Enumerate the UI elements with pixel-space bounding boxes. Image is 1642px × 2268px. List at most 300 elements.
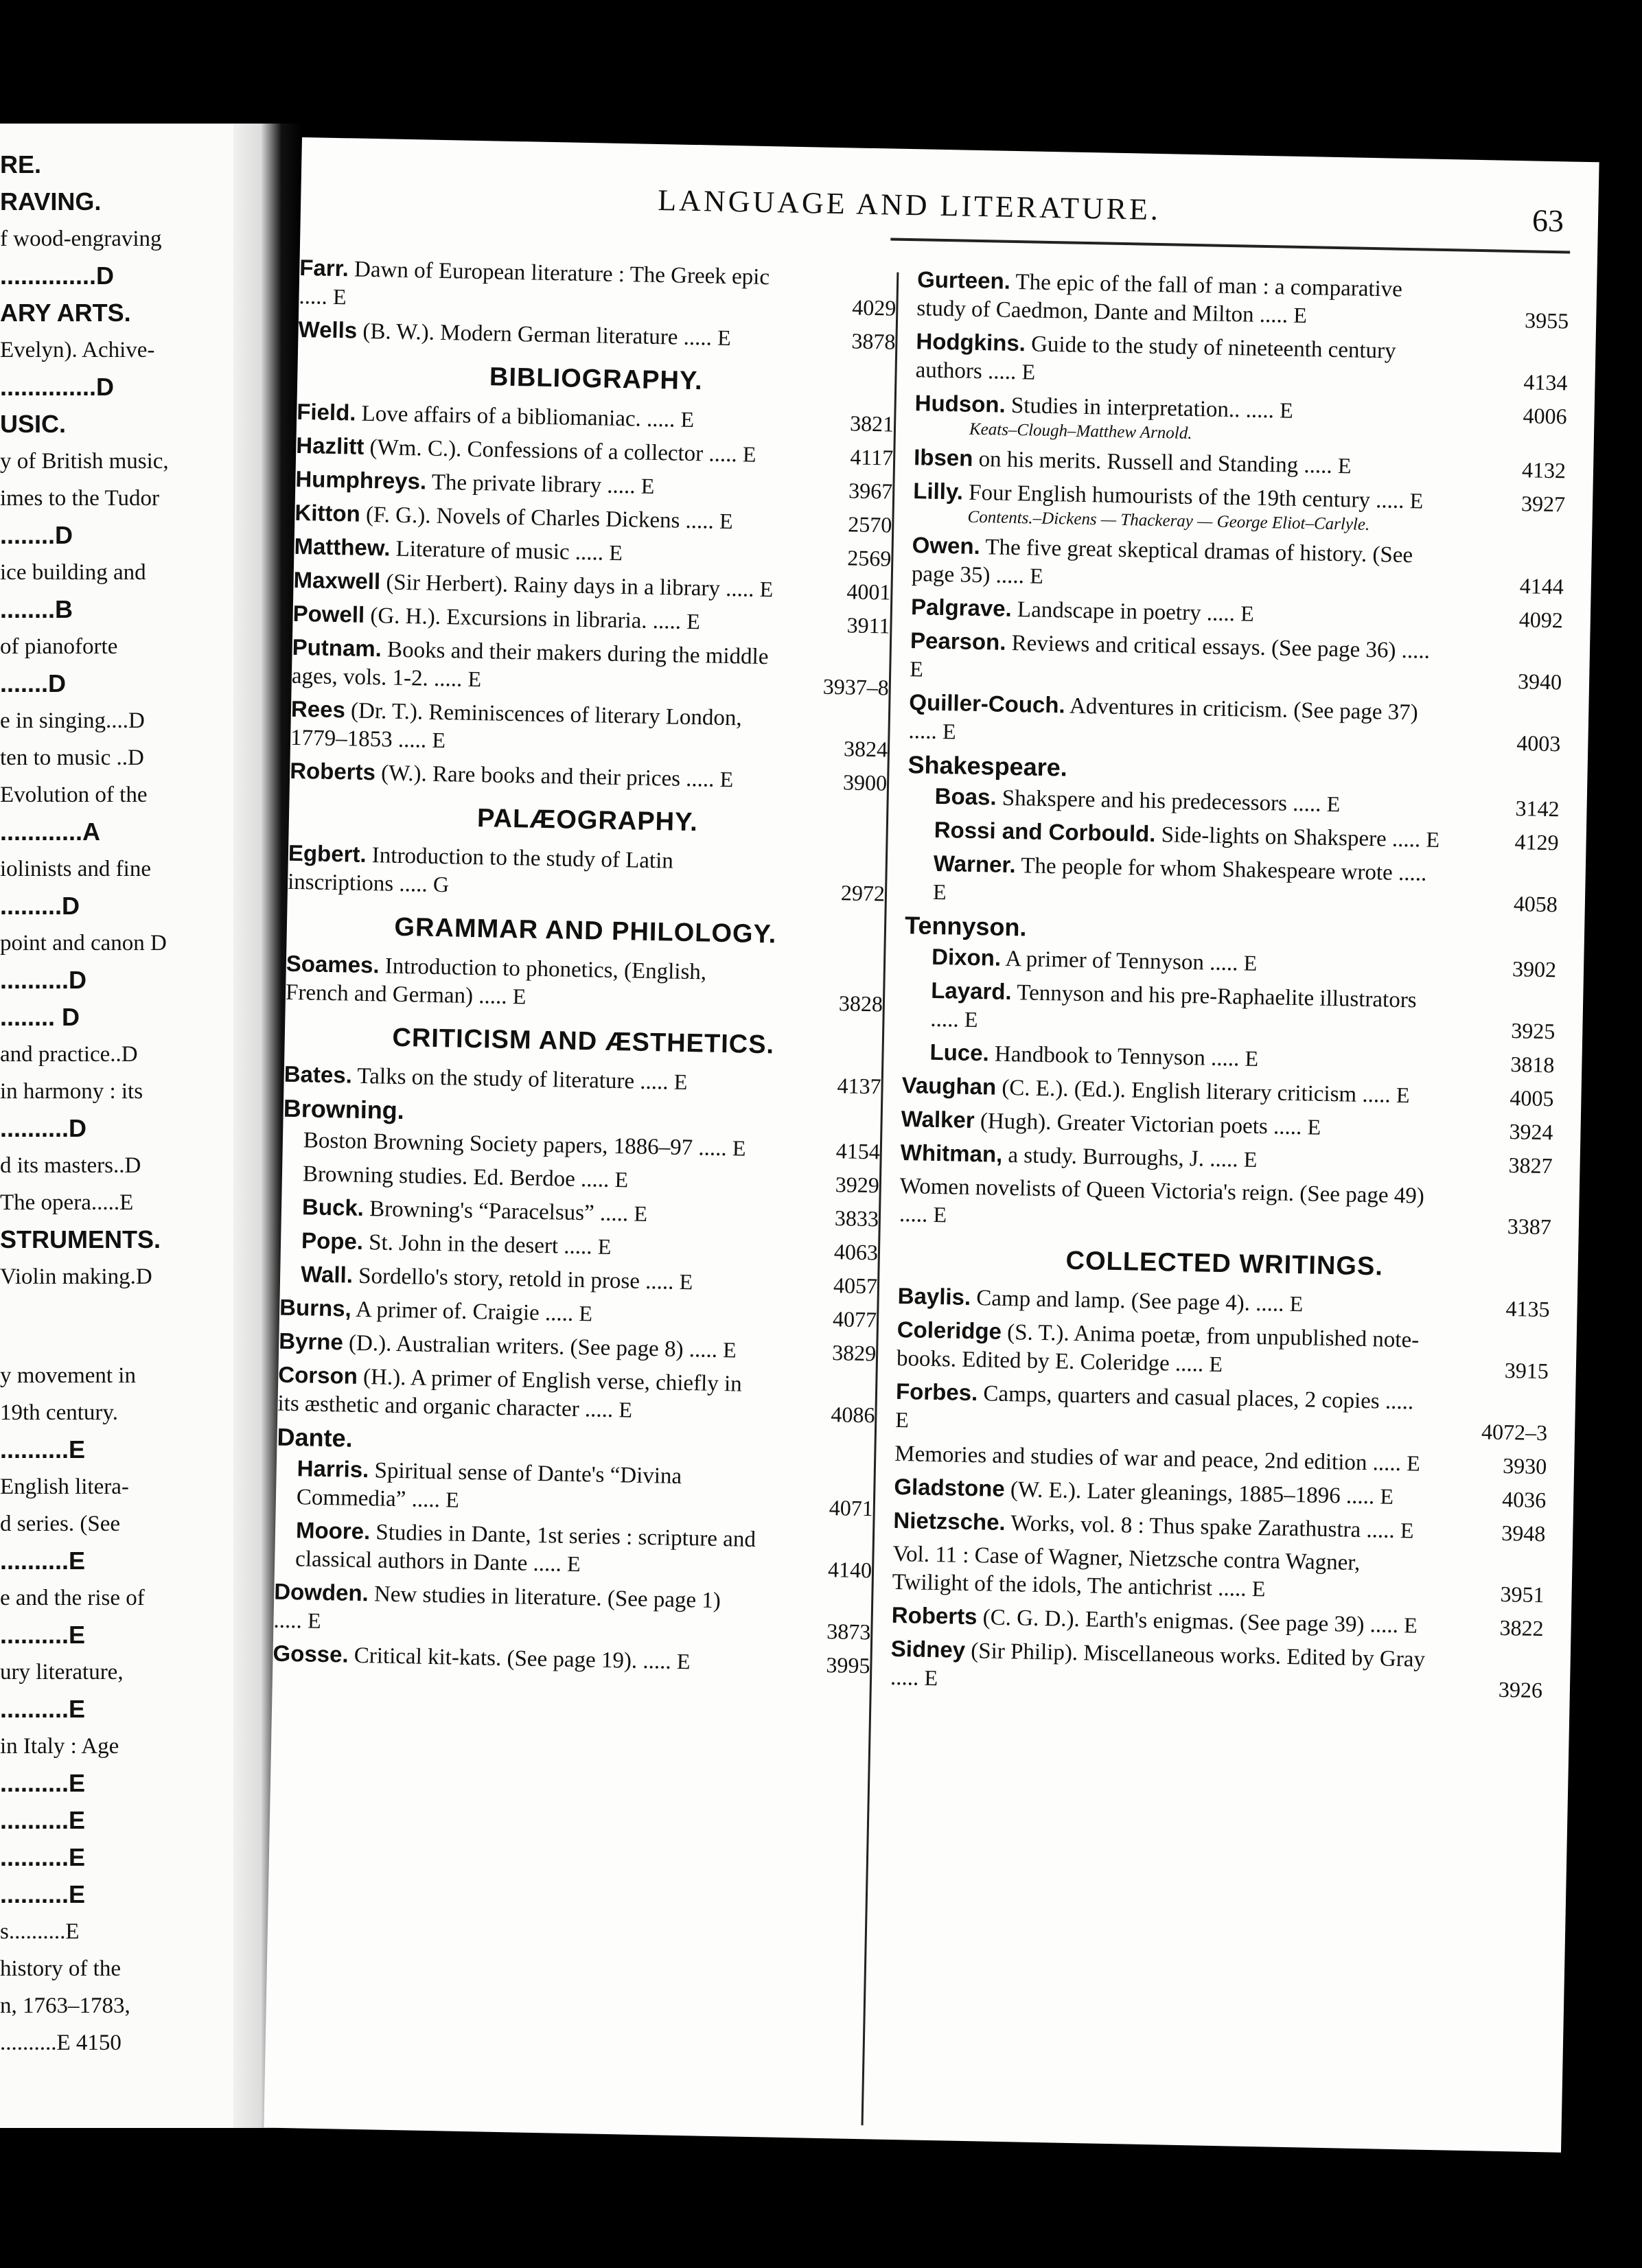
entry-note: Keats–Clough–Matthew Arnold. [969, 419, 1192, 443]
left-page-line: ............A [0, 818, 101, 846]
left-line-gap [0, 1300, 233, 1362]
shakespeare-entries [905, 782, 1560, 918]
entry-author: Soames. [286, 950, 380, 978]
entry-edition-code: E [445, 1487, 460, 1512]
entry-author: Ibsen [913, 444, 973, 471]
entry-author: Wells [298, 316, 358, 343]
right-page [264, 137, 1599, 2153]
catalogue-entry: Dowden. New studies in literature. (See page 1) ..... E 3873 [273, 1578, 871, 1645]
entry-number: 4077 [832, 1306, 877, 1332]
entry-title: (Hugh). Greater Victorian poets [980, 1109, 1269, 1139]
entry-number: 3951 [1500, 1581, 1545, 1608]
left-page-line: ..............D [0, 262, 115, 290]
entry-author: Layard. [930, 977, 1013, 1005]
entry-number: 3900 [842, 769, 888, 796]
entry-title: Reviews and critical essays. (See page 36) [1011, 630, 1396, 663]
entry-title: Handbook to Tennyson [994, 1041, 1206, 1071]
criticism-tail-entries [273, 1578, 871, 1680]
left-page-line: ..........D [0, 966, 87, 994]
left-page-line: ..........E [0, 1695, 86, 1723]
entry-edition-code: E [933, 1201, 947, 1227]
catalogue-entry: Gladstone (W. E.). Later gleanings, 1885–1896 ..... E 4036 [894, 1473, 1547, 1513]
entry-title: (S. T.). Anima poetæ, from unpublished note-books. Edited by E. Coleridge [896, 1320, 1420, 1376]
entry-edition-code: E [1021, 359, 1036, 384]
catalogue-entry: Luce. Handbook to Tennyson ..... E 3818 [929, 1039, 1555, 1078]
left-page-line: ..........E [0, 1880, 86, 1908]
entry-edition-code: E [1243, 950, 1258, 975]
entry-author: Boas. [934, 783, 997, 810]
left-page-line: e and the rise of [0, 1586, 145, 1610]
left-page-line: USIC. [0, 410, 67, 438]
collected-entries [890, 1282, 1550, 1704]
left-page-line: iolinists and fine [0, 857, 151, 881]
catalogue-entry: Wells (B. W.). Modern German literature ..... E 3878 [298, 316, 896, 354]
entry-edition-code: E [1307, 1114, 1321, 1139]
entry-title: Works, vol. 8 : Thus spake Zarathustra [1010, 1511, 1361, 1542]
catalogue-entry: Women novelists of Queen Victoria's reign. (See page 49) ..... E 3387 [899, 1174, 1552, 1240]
criticism-continued-entries [908, 266, 1569, 757]
left-page-line: in Italy : Age [0, 1734, 119, 1759]
entry-number: 3940 [1517, 669, 1562, 695]
entry-edition-code: E [634, 1201, 648, 1226]
left-page-line: y of British music, [0, 449, 169, 474]
entry-number: 4057 [833, 1273, 878, 1299]
entry-edition-code: E [1279, 397, 1294, 423]
entry-edition-code: E [1245, 1045, 1259, 1071]
entry-number: 2972 [840, 880, 886, 906]
intro-entries [298, 254, 897, 356]
left-page-line: RAVING. [0, 187, 102, 216]
entry-edition-code: E [1029, 563, 1044, 588]
catalogue-entry: Putnam. Books and their makers during the middle ages, vols. 1-2. ..... E 3937–8 [291, 634, 890, 700]
catalogue-entry: Vaughan (C. E.). (Ed.). English literary criticism ..... E 4005 [901, 1072, 1554, 1111]
entry-title: The epic of the fall of man : a comparative study of Caedmon, Dante and Milton [916, 269, 1403, 327]
catalogue-entry: Bates. Talks on the study of literature ..... E 4137 [284, 1061, 881, 1099]
catalogue-entry: Moore. Studies in Dante, 1st series : scripture and classical authors in Dante ..... E 4140 [294, 1517, 872, 1583]
left-page-lines [0, 124, 233, 2057]
entry-title: The people for whom Shakespeare wrote [1020, 853, 1394, 886]
entry-number: 4005 [1510, 1085, 1554, 1111]
entry-author: Rossi and Corbould. [934, 816, 1156, 847]
left-page-line: ........B [0, 595, 73, 623]
more-criticism-entries [899, 1072, 1554, 1240]
entry-number: 3955 [1524, 308, 1569, 334]
catalogue-entry: Boston Browning Society papers, 1886–97 ..... E 4154 [303, 1128, 881, 1164]
entry-edition-code: E [942, 719, 956, 744]
entry-edition-code: E [909, 656, 924, 682]
entry-title: (C. G. D.). Earth's enigmas. (See page 39) [982, 1605, 1365, 1638]
entry-edition-code: E [640, 473, 655, 498]
entry-title: (C. E.). (Ed.). English literary criticism [1002, 1075, 1357, 1107]
entry-title: (G. H.). Excursions in libraria. [370, 603, 647, 634]
entry-number: 4029 [852, 294, 897, 321]
catalogue-entry: Roberts (W.). Rare books and their prices ..... E 3900 [289, 757, 888, 796]
entry-number: 3911 [846, 612, 890, 638]
catalogue-entry: Matthew. Literature of music ..... E 2569 [294, 533, 892, 571]
entry-edition-code: E [717, 325, 732, 351]
entry-edition-code: E [924, 1665, 938, 1691]
entry-author: Forbes. [895, 1378, 978, 1406]
left-page-line: y movement in [0, 1363, 136, 1388]
running-head: LANGUAGE AND LITERATURE. [657, 183, 1161, 227]
entry-edition-code: E [932, 879, 947, 905]
entry-title: Studies in Dante, 1st series : scripture and classical authors in Dante [294, 1520, 756, 1576]
entry-author: Farr. [299, 254, 349, 281]
entry-number: 3824 [843, 736, 888, 762]
entry-author: Quiller-Couch. [909, 689, 1066, 718]
left-page-line: The opera.....E [0, 1190, 134, 1215]
entry-title: A primer of. Craigie [355, 1297, 540, 1326]
entry-author: Field. [296, 398, 356, 426]
left-page-line: 19th century. [0, 1400, 118, 1425]
catalogue-entry: Harris. Spiritual sense of Dante's “Divina Commedia” ..... E 4071 [296, 1455, 874, 1521]
entry-edition-code: E [686, 608, 701, 634]
entry-title: Dawn of European literature : The Greek epic [354, 257, 770, 290]
criticism-more-entries [277, 1294, 877, 1429]
tennyson-entries [902, 942, 1556, 1078]
catalogue-entry: Maxwell (Sir Herbert). Rainy days in a library ..... E 4001 [293, 566, 891, 605]
entry-author: Byrne [278, 1328, 344, 1355]
left-page-line: ........ D [0, 1003, 80, 1031]
catalogue-entry: Rees (Dr. T.). Reminiscences of literary London, 1779–1853 ..... E 3824 [290, 695, 888, 762]
entry-title: New studies in literature. (See page 1) [373, 1582, 721, 1614]
entry-author: Bates. [284, 1061, 353, 1088]
entry-title: (W.). Rare books and their prices [380, 761, 681, 791]
entry-title: (Sir Herbert). Rainy days in a library [386, 570, 721, 601]
catalogue-entry: Ibsen on his merits. Russell and Standing ..... E 4132 [913, 444, 1566, 483]
entry-edition-code: E [1240, 601, 1255, 626]
left-page-line: ..........E [0, 1547, 86, 1575]
entry-title: Tennyson and his pre-Raphaelite illustrators [1016, 980, 1417, 1013]
entry-author: Hudson. [914, 390, 1006, 417]
catalogue-entry: Pope. St. John in the desert ..... E 4063 [301, 1227, 879, 1265]
catalogue-entry: Browning studies. Ed. Berdoe ..... E 3929 [302, 1161, 880, 1198]
entry-title: Boston Browning Society papers, 1886–97 [303, 1128, 693, 1161]
catalogue-entry: Pearson. Reviews and critical essays. (See page 36) ..... E 3940 [909, 627, 1562, 695]
entry-author: Roberts [891, 1601, 978, 1630]
entry-number: 4137 [837, 1073, 881, 1099]
entry-title: Sordello's story, retold in prose [358, 1263, 640, 1294]
catalogue-entry: Roberts (C. G. D.). Earth's enigmas. (See page 39) ..... E 3822 [891, 1601, 1544, 1641]
left-page-line: d series. (See [0, 1512, 121, 1536]
entry-edition-code: E [1400, 1518, 1414, 1543]
entry-author: Nietzsche. [893, 1507, 1006, 1536]
entry-number: 3967 [848, 478, 893, 504]
subheading-shakespeare: Shakespeare. [907, 750, 1068, 782]
catalogue-entry: Hudson. Studies in interpretation.. ..... E 4006 [914, 390, 1567, 429]
entry-title: Browning's “Paracelsus” [369, 1196, 595, 1226]
entry-number: 3821 [849, 410, 894, 437]
entry-number: 4071 [829, 1495, 874, 1521]
catalogue-entry: Field. Love affairs of a bibliomaniac. ..... E 3821 [296, 398, 894, 437]
catalogue-entry: Burns, A primer of. Craigie ..... E 4077 [279, 1294, 877, 1332]
browning-entries [280, 1126, 880, 1300]
entry-title: a study. Burroughs, J. [1008, 1143, 1205, 1172]
catalogue-entry: Quiller-Couch. Adventures in criticism. (See page 37) ..... E 4003 [908, 689, 1561, 756]
left-page-line: ..........E [0, 1843, 86, 1871]
left-page-line: ury literature, [0, 1660, 124, 1685]
entry-title: The five great skeptical dramas of history. (See page 35) [911, 535, 1413, 588]
catalogue-entry: Powell (G. H.). Excursions in libraria. ..... E 3911 [292, 600, 890, 638]
entry-number: 3833 [834, 1205, 879, 1231]
entry-author: Pope. [301, 1227, 364, 1255]
subheading-dante: Dante. [277, 1422, 354, 1453]
entry-number: 2570 [847, 511, 892, 537]
dante-entries [275, 1455, 874, 1584]
catalogue-entry: Lilly. Four English humourists of the 19th century ..... E 3927 [912, 478, 1566, 517]
entry-edition-code: E [1289, 1291, 1304, 1317]
entry-note: Contents.–Dickens — Thackeray — George Eliot–Carlyle. [967, 507, 1370, 534]
entry-author: Whitman, [900, 1139, 1003, 1167]
entry-edition-code: E [1409, 488, 1424, 513]
entry-number: 4092 [1518, 607, 1564, 633]
entry-title: (Wm. C.). Confessions of a collector [369, 435, 704, 467]
entry-number: 4140 [827, 1557, 872, 1583]
entry-edition-code: E [722, 1337, 737, 1363]
entry-author: Harris. [297, 1455, 369, 1483]
entry-title: Introduction to the study of Latin inscriptions [287, 843, 674, 896]
entry-number: 4086 [831, 1402, 875, 1428]
entry-author: Rees [290, 695, 346, 723]
catalogue-entry: Nietzsche. Works, vol. 8 : Thus spake Zarathustra ..... E 3948 [893, 1507, 1546, 1547]
entry-author: Luce. [929, 1039, 990, 1066]
section-heading-palaeography: PALÆOGRAPHY. [476, 804, 699, 837]
catalogue-entry: Baylis. Camp and lamp. (See page 4). ..... E 4135 [897, 1282, 1550, 1322]
entry-edition-code: E [307, 1608, 321, 1633]
left-page-line: .........D [0, 892, 80, 920]
entry-edition-code: E [676, 1648, 691, 1674]
entry-edition-code: E [732, 1135, 746, 1161]
catalogue-entry: Hazlitt (Wm. C.). Confessions of a collector ..... E 4117 [296, 432, 894, 470]
catalogue-entry: Buck. Browning's “Paracelsus” ..... E 3833 [301, 1194, 879, 1231]
left-page-line: ..........E [0, 1621, 86, 1649]
entry-author: Kitton [294, 499, 361, 526]
left-page-line: s..........E [0, 1919, 80, 1944]
left-page-line: ..........E [0, 1806, 86, 1834]
entry-author: Egbert. [288, 840, 367, 867]
entry-title: (Sir Philip). Miscellaneous works. Edited by Gray [970, 1639, 1426, 1672]
entry-number: 3929 [835, 1172, 880, 1198]
left-page-line: in harmony : its [0, 1079, 143, 1104]
catalogue-entry: Coleridge (S. T.). Anima poetæ, from unpublished note-books. Edited by E. Coleridge ..... E 3915 [896, 1316, 1549, 1384]
catalogue-entry: Boas. Shakspere and his predecessors ..... E 3142 [934, 783, 1560, 822]
catalogue-entry: Forbes. Camps, quarters and casual places, 2 copies ..... E 4072–3 [894, 1378, 1548, 1446]
catalogue-entry: Owen. The five great skeptical dramas of history. (See page 35) ..... E 4144 [911, 532, 1564, 599]
entry-author: Coleridge [897, 1316, 1002, 1344]
entry-title: (B. W.). Modern German literature [362, 319, 678, 350]
entry-author: Hazlitt [296, 432, 365, 459]
entry-title: Browning studies. Ed. Berdoe [302, 1161, 576, 1192]
entry-author: Humphreys. [295, 465, 427, 494]
entry-edition-code: E [1406, 1450, 1421, 1476]
catalogue-entry: Rossi and Corbould. Side-lights on Shakspere ..... E 4129 [934, 816, 1559, 855]
left-page-line: ..........D [0, 1114, 87, 1142]
entry-edition-code: E [673, 1069, 688, 1095]
catalogue-entry: Wall. Sordello's story, retold in prose ..... E 4057 [300, 1261, 878, 1299]
catalogue-entry: Vol. 11 : Case of Wagner, Nietzsche contra Wagner, Twilight of the idols, The antichrist ..... E 3951 [892, 1541, 1545, 1608]
left-page-line: history of the [0, 1956, 121, 1981]
entry-number: 2569 [847, 545, 892, 571]
entry-edition-code: E [1209, 1351, 1223, 1377]
entry-edition-code: E [1243, 1146, 1258, 1172]
entry-edition-code: E [608, 540, 623, 566]
entry-edition-code: E [894, 1407, 910, 1433]
entry-title: Guide to the study of nineteenth century authors [915, 332, 1396, 384]
entry-author: Owen. [912, 532, 981, 559]
left-page-line: imes to the Tudor [0, 486, 159, 511]
entry-number: 3822 [1499, 1615, 1544, 1641]
catalogue-entry: Layard. Tennyson and his pre-Raphaelite illustrators ..... E 3925 [930, 977, 1556, 1044]
column-left [273, 254, 897, 1685]
entry-title: on his merits. Russell and Standing [978, 447, 1299, 478]
entry-title: Literature of music [395, 536, 570, 565]
catalogue-entry: Byrne (D.). Australian writers. (See page 8) ..... E 3829 [278, 1328, 877, 1366]
entry-number: 3926 [1498, 1676, 1543, 1703]
bibliography-entries [290, 398, 894, 797]
left-page-line: f wood-engraving [0, 227, 162, 251]
entry-author: Corson [278, 1361, 358, 1389]
entry-edition-code: E [1380, 1483, 1394, 1509]
entry-author: Walker [901, 1106, 975, 1133]
entry-title: Critical kit-kats. (See page 19). [354, 1643, 638, 1674]
left-page-line: ARY ARTS. [0, 299, 131, 327]
subheading-browning: Browning. [283, 1094, 405, 1125]
entry-title: Four English humourists of the 19th century [968, 480, 1371, 513]
entry-number: 4117 [850, 444, 894, 470]
entry-author: Buck. [301, 1194, 365, 1221]
entry-edition-code: E [742, 441, 756, 467]
entry-title: St. John in the desert [368, 1230, 559, 1259]
entry-title: Shakspere and his predecessors [1002, 785, 1288, 816]
entry-number: 3818 [1510, 1052, 1555, 1078]
left-page-line: Evelyn). Achive- [0, 338, 155, 362]
entry-author: Maxwell [293, 566, 381, 594]
catalogue-entry: Kitton (F. G.). Novels of Charles Dickens ..... E 2570 [294, 499, 892, 537]
left-page-line: n, 1763–1783, [0, 1993, 130, 2018]
left-page-line: .......D [0, 669, 67, 697]
entry-edition-code: E [432, 727, 446, 753]
entry-number: 3995 [826, 1652, 870, 1678]
entry-number: 4036 [1501, 1486, 1547, 1513]
entry-number: 4134 [1523, 369, 1568, 395]
catalogue-entry: Farr. Dawn of European literature : The Greek epic ..... E 4029 [299, 254, 897, 321]
left-page-line: STRUMENTS. [0, 1225, 161, 1253]
entry-author: Gladstone [894, 1473, 1006, 1502]
entry-title: (W. E.). Later gleanings, 1885–1896 [1010, 1477, 1341, 1509]
section-heading-criticism: CRITICISM AND ÆSTHETICS. [392, 1023, 775, 1060]
entry-title: Women novelists of Queen Victoria's reign. (See page 49) [899, 1174, 1425, 1209]
entry-number: 3827 [1508, 1153, 1553, 1179]
entry-author: Wall. [300, 1261, 354, 1288]
entry-edition-code: E [679, 1269, 693, 1295]
entry-author: Roberts [289, 757, 376, 785]
entry-number: 3387 [1507, 1214, 1552, 1240]
entry-edition-code: E [719, 766, 734, 792]
entry-edition-code: G [432, 871, 450, 897]
entry-author: Gurteen. [916, 266, 1011, 294]
header-rule [890, 238, 1570, 253]
entry-number: 3902 [1512, 956, 1557, 982]
entry-number: 3142 [1515, 796, 1560, 822]
entry-edition-code: E [614, 1167, 629, 1192]
entry-author: Dowden. [273, 1578, 369, 1606]
entry-number: 4144 [1519, 573, 1564, 599]
entry-title: (D.). Australian writers. (See page 8) [348, 1330, 684, 1362]
catalogue-entry: Hodgkins. Guide to the study of nineteenth century authors ..... E 4134 [915, 328, 1568, 395]
entry-number: 4006 [1523, 403, 1567, 429]
entry-number: 3829 [831, 1340, 877, 1366]
entry-edition-code: E [579, 1301, 593, 1326]
entry-number: 3925 [1511, 1018, 1556, 1044]
entry-edition-code: E [332, 284, 347, 310]
entry-author: Gosse. [273, 1640, 349, 1667]
entry-title: (F. G.). Novels of Charles Dickens [365, 502, 680, 533]
entry-author: Burns, [279, 1294, 352, 1321]
section-heading-bibliography: BIBLIOGRAPHY. [489, 362, 704, 396]
entry-edition-code: E [1337, 453, 1352, 478]
entry-number: 3873 [826, 1619, 871, 1645]
entry-edition-code: E [1251, 1575, 1266, 1601]
entry-title: Camps, quarters and casual places, 2 copies [983, 1381, 1380, 1414]
left-page-fragment [0, 124, 233, 2128]
catalogue-entry: Dixon. A primer of Tennyson ..... E 3902 [931, 943, 1557, 982]
entry-number: 4132 [1521, 457, 1566, 483]
entry-title: Side-lights on Shakspere [1161, 822, 1387, 852]
catalogue-entry: Soames. Introduction to phonetics, (English, French and German) ..... E 3828 [285, 950, 883, 1017]
section-heading-collected: COLLECTED WRITINGS. [1065, 1246, 1384, 1282]
entry-title: Landscape in poetry [1017, 597, 1201, 626]
entry-number: 3927 [1520, 491, 1566, 517]
entry-author: Dixon. [931, 943, 1002, 971]
entry-title: Books and their makers during the middle ages, vols. 1-2. [291, 637, 769, 691]
subheading-tennyson: Tennyson. [904, 911, 1027, 942]
entry-title: Love affairs of a bibliomaniac. [361, 401, 642, 432]
entry-edition-code: E [719, 508, 734, 534]
entry-number: 3878 [851, 328, 896, 354]
entry-number: 4072–3 [1481, 1419, 1548, 1446]
entry-number: 3948 [1501, 1520, 1546, 1547]
criticism-entries [284, 1061, 881, 1100]
entry-edition-code: E [1403, 1612, 1418, 1638]
left-page-line: ..........E 4150 [0, 2030, 122, 2055]
catalogue-entry: Egbert. Introduction to the study of Latin inscriptions ..... G 2972 [287, 840, 886, 906]
catalogue-entry: Gosse. Critical kit-kats. (See page 19). ..... E 3995 [273, 1640, 870, 1678]
section-heading-grammar: GRAMMAR AND PHILOLOGY. [394, 912, 777, 949]
page-number: 63 [1531, 202, 1564, 239]
entry-title: Introduction to phonetics, (English, French and German) [285, 953, 707, 1009]
entry-edition-code: E [1426, 826, 1440, 852]
entry-number: 4058 [1513, 891, 1558, 917]
entry-edition-code: E [1326, 791, 1341, 817]
entry-title: Memories and studies of war and peace, 2nd edition [894, 1441, 1367, 1476]
entry-number: 3828 [838, 991, 883, 1017]
entry-title: Talks on the study of literature [357, 1063, 635, 1094]
entry-edition-code: E [759, 576, 774, 602]
entry-number: 3930 [1502, 1453, 1547, 1479]
catalogue-entry: Gurteen. The epic of the fall of man : a comparative study of Caedmon, Dante and Milton ..... E 3955 [916, 266, 1569, 334]
entry-number: 3937–8 [822, 673, 890, 700]
catalogue-entry: Walker (Hugh). Greater Victorian poets ..... E 3924 [901, 1106, 1553, 1145]
catalogue-entry: Warner. The people for whom Shakespeare wrote ..... E 4058 [932, 850, 1558, 917]
entry-author: Baylis. [897, 1282, 971, 1310]
entry-author: Putnam. [292, 634, 382, 662]
left-page-line: RE. [0, 150, 42, 178]
catalogue-entry: Humphreys. The private library ..... E 3967 [295, 465, 893, 504]
entry-author: Vaughan [901, 1072, 997, 1100]
catalogue-entry: Palgrave. Landscape in poetry ..... E 4092 [910, 594, 1564, 633]
entry-author: Palgrave. [910, 594, 1013, 621]
entry-edition-code: E [467, 666, 482, 692]
